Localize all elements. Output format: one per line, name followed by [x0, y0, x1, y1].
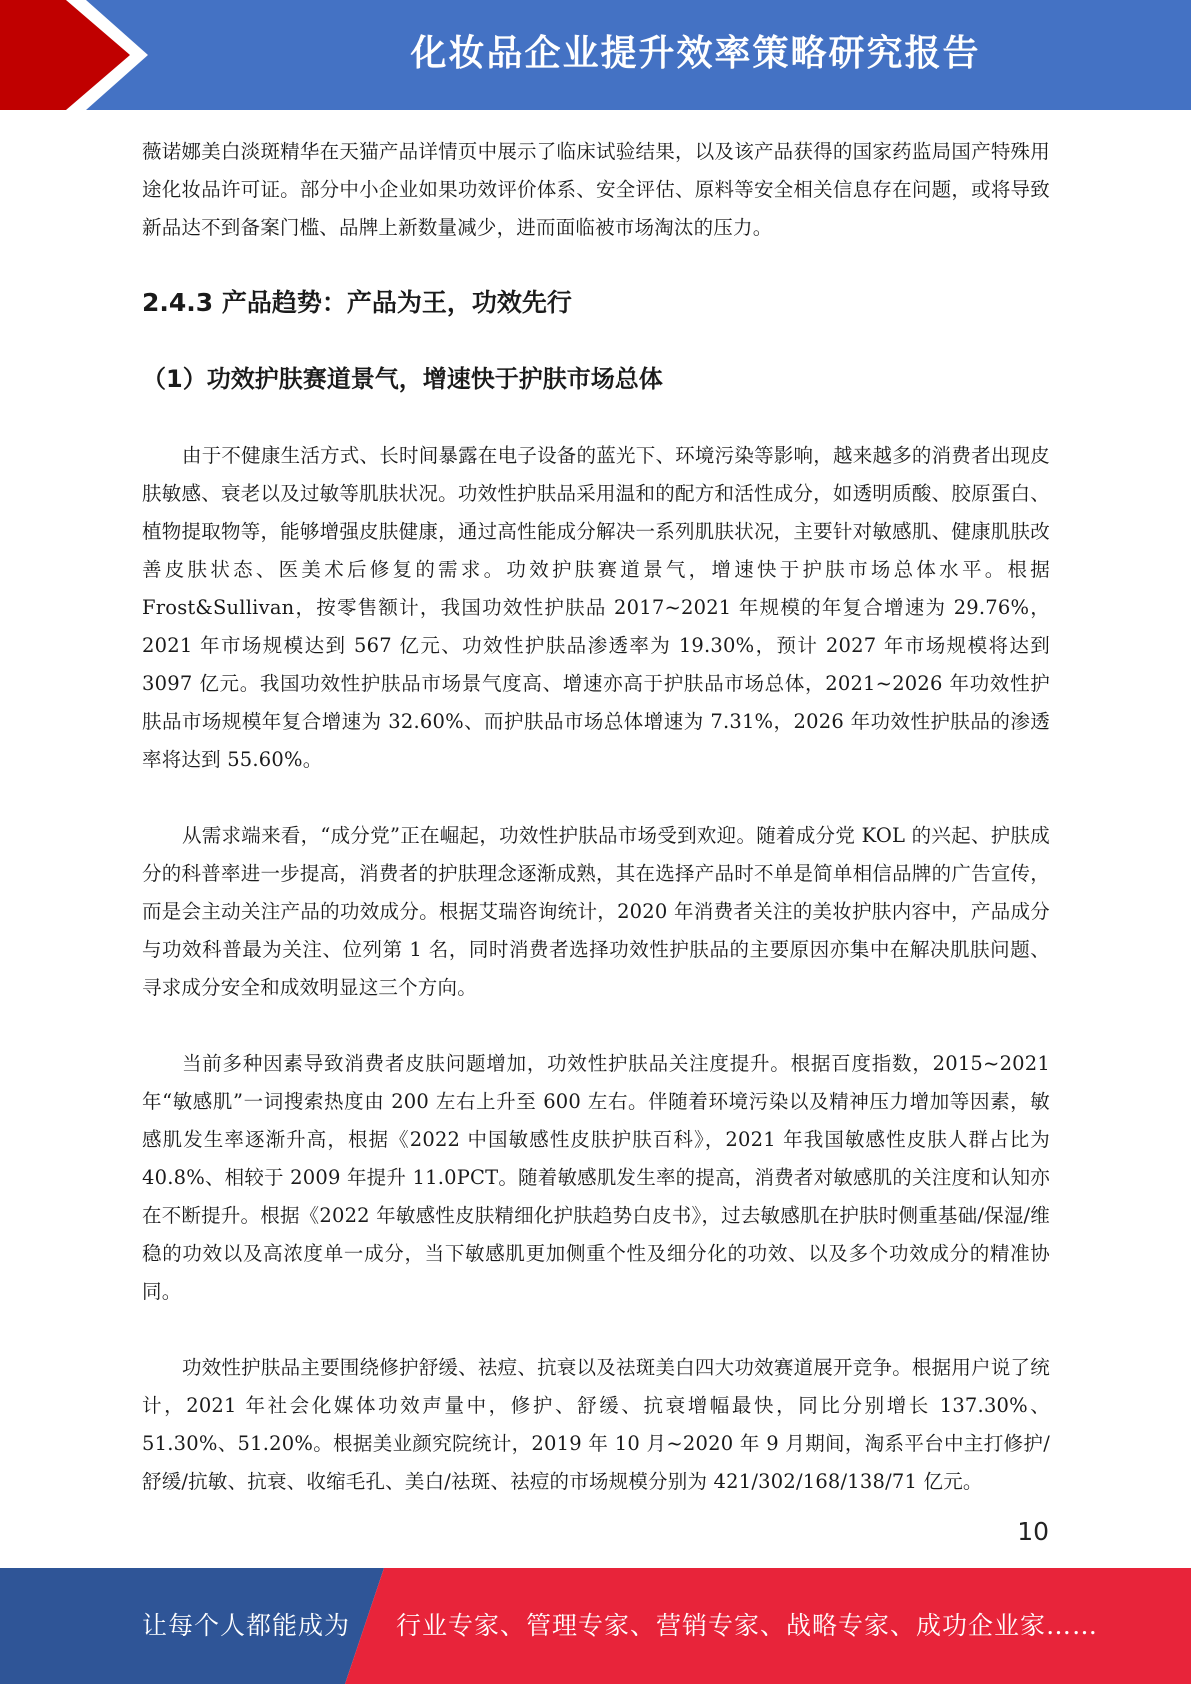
body-paragraph: 从需求端来看，“成分党”正在崛起，功效性护肤品市场受到欢迎。随着成分党 KOL 的兴起、护肤成分的科普率进一步提高，消费者的护肤理念逐渐成熟，其在选择产品时不单是简单相信品牌的广告宣传，而是会主动关注产品的功效成分。根据艾瑞咨询统计，2020 年消费者关注的美妆护肤内容中，产品成分与功效科普最为关注、位列第 1 名，同时消费者选择功效性护肤品的主要原因亦集中在解决肌肤问题、寻求成分安全和成效明显这三个方向。 [142, 824, 1050, 999]
report-title: 化妆品企业提升效率策略研究报告 [410, 33, 981, 74]
page-content [142, 133, 1050, 1501]
intro-paragraph: 薇诺娜美白淡斑精华在天猫产品详情页中展示了临床试验结果，以及该产品获得的国家药监局国产特殊用途化妆品许可证。部分中小企业如果功效评价体系、安全评估、原料等安全相关信息存在问题，或将导致新品达不到备案门槛、品牌上新数量减少，进而面临被市场淘汰的压力。 [142, 140, 1050, 239]
page-number: 10 [1017, 1517, 1049, 1546]
body-paragraph: 由于不健康生活方式、长时间暴露在电子设备的蓝光下、环境污染等影响，越来越多的消费者出现皮肤敏感、衰老以及过敏等肌肤状况。功效性护肤品采用温和的配方和活性成分，如透明质酸、胶原蛋白、植物提取物等，能够增强皮肤健康，通过高性能成分解决一系列肌肤状况，主要针对敏感肌、健康肌肤改善皮肤状态、医美术后修复的需求。功效护肤赛道景气，增速快于护肤市场总体水平。根据 Frost&Sullivan，按零售额计，我国功效性护肤品 2017~2021 年规模的年复合增速为 29.76%，2021 年市场规模达到 567 亿元、功效性护肤品渗透率为 19.30%，预计 2027 年市场规模将达到 3097 亿元。我国功效性护肤品市场景气度高、增速亦高于护肤品市场总体，2021~2026 年功效性护肤品市场规模年复合增速为 32.60%、而护肤品市场总体增速为 7.31%，2026 年功效性护肤品的渗透率将达到 55.60%。 [142, 444, 1050, 771]
body-paragraph: 功效性护肤品主要围绕修护舒缓、祛痘、抗衰以及祛斑美白四大功效赛道展开竞争。根据用户说了统计，2021 年社会化媒体功效声量中，修护、舒缓、抗衰增幅最快，同比分别增长 137.30%、51.30%、51.20%。根据美业颜究院统计，2019 年 10 月~2020 年 9 月期间，淘系平台中主打修护/舒缓/抗敏、抗衰、收缩毛孔、美白/祛斑、祛痘的市场规模分别为 421/302/168/138/71 亿元。 [142, 1356, 1050, 1493]
page-footer [0, 1568, 1191, 1684]
subsection-heading: （1）功效护肤赛道景气，增速快于护肤市场总体 [142, 365, 663, 393]
red-arrow-icon [0, 0, 200, 110]
body-paragraph: 当前多种因素导致消费者皮肤问题增加，功效性护肤品关注度提升。根据百度指数，2015~2021 年“敏感肌”一词搜索热度由 200 左右上升至 600 左右。伴随着环境污染以及精神压力增加等因素，敏感肌发生率逐渐升高，根据《2022 中国敏感性皮肤护肤百科》，2021 年我国敏感性皮肤人群占比为 40.8%、相较于 2009 年提升 11.0PCT。随着敏感肌发生率的提高，消费者对敏感肌的关注度和认知亦在不断提升。根据《2022 年敏感性皮肤精细化护肤趋势白皮书》，过去敏感肌在护肤时侧重基础/保湿/维稳的功效以及高浓度单一成分，当下敏感肌更加侧重个性及细分化的功效、以及多个功效成分的精准协同。 [142, 1052, 1050, 1303]
section-heading: 2.4.3 产品趋势：产品为王，功效先行 [142, 288, 572, 317]
footer-slogan-left: 让每个人都能成为 [142, 1611, 351, 1640]
footer-slogan-right: 行业专家、管理专家、营销专家、战略专家、成功企业家…… [396, 1611, 1099, 1640]
page-header [0, 0, 1191, 110]
